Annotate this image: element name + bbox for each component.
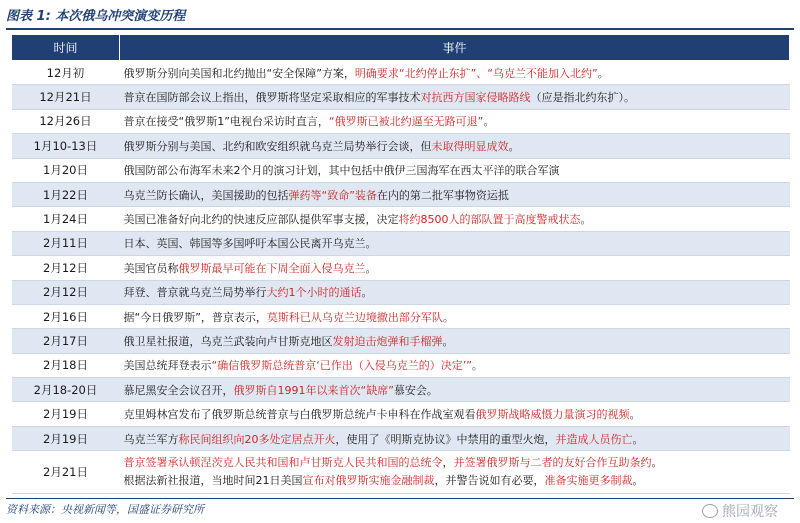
event-text: 俄罗斯分别向美国和北约抛出“安全保障”方案， xyxy=(123,66,355,80)
event-text: 美国官员称 xyxy=(123,261,179,275)
highlight-text: 未取得明显成效 xyxy=(431,139,509,153)
event-text: ，使用了《明斯克协议》中禁用的重型火炮， xyxy=(335,432,556,446)
event-description xyxy=(120,207,790,231)
events-table xyxy=(11,34,790,494)
event-description xyxy=(120,329,790,353)
event-description xyxy=(120,85,790,109)
event-date: 1月10-13日 xyxy=(12,134,120,158)
event-date: 12月26日 xyxy=(12,109,120,133)
watermark-text: 熊园观察 xyxy=(722,504,778,520)
event-text: 。 xyxy=(597,66,609,80)
table-header-row xyxy=(12,35,790,61)
table-row xyxy=(12,61,790,85)
wechat-icon xyxy=(702,504,718,518)
event-description xyxy=(120,182,790,206)
event-text: 。 xyxy=(580,213,592,227)
event-text: 。 xyxy=(508,139,520,153)
event-text: 在内的第二批军事物资运抵 xyxy=(376,188,509,202)
title-rule xyxy=(6,28,794,30)
event-text: （应是指北约东扩）。 xyxy=(530,91,635,105)
highlight-text: 莫斯科已从乌克兰边境撤出部分军队 xyxy=(266,310,443,324)
event-text: ， xyxy=(442,456,454,470)
highlight-text: 弹药等“致命”装备 xyxy=(288,188,377,202)
event-text: 。 xyxy=(471,359,483,373)
event-description xyxy=(120,109,790,133)
event-description xyxy=(120,426,790,450)
highlight-text: 俄罗斯自1991年以来首次“缺席” xyxy=(233,383,394,397)
table-row xyxy=(12,134,790,158)
highlight-text: 大约1个小时的通话 xyxy=(266,286,362,300)
event-date: 12月初 xyxy=(12,61,120,85)
event-text: 。 xyxy=(483,115,495,129)
event-text: ，并警告说如有必要， xyxy=(434,474,545,488)
event-description xyxy=(120,231,790,255)
event-description xyxy=(120,451,790,494)
event-text: 根据法新社报道，当地时间21日美国 xyxy=(123,474,303,488)
event-date: 2月18-20日 xyxy=(12,378,120,402)
event-description xyxy=(120,353,790,377)
event-date: 12月21日 xyxy=(12,85,120,109)
event-text: 俄罗斯分别与美国、北约和欧安组织就乌克兰局势举行会谈，但 xyxy=(123,139,432,153)
event-description xyxy=(120,378,790,402)
highlight-text: “确信俄罗斯总统普京‘已作出（入侵乌克兰的）决定’” xyxy=(211,359,472,373)
highlight-text: 对抗西方国家侵略路线 xyxy=(420,91,531,105)
event-text: 慕尼黑安全会议召开， xyxy=(123,383,234,397)
event-text: 。 xyxy=(632,474,644,488)
table-row xyxy=(12,451,790,494)
event-text: 普京在接受“俄罗斯1”电视台采访时直言， xyxy=(123,115,329,129)
event-date: 2月11日 xyxy=(12,231,120,255)
event-date: 1月20日 xyxy=(12,158,120,182)
header-event: 事件 xyxy=(120,35,790,61)
event-text: 俄卫星社报道，乌克兰武装向卢甘斯克地区 xyxy=(123,334,333,348)
event-text: 乌克兰防长确认，美国援助的包括 xyxy=(123,188,289,202)
source-rule xyxy=(6,498,794,499)
highlight-text: 俄罗斯战略威慑力量演习的视频 xyxy=(475,408,630,422)
table-row xyxy=(12,402,790,426)
event-text: 普京在国防部会议上指出，俄罗斯将坚定采取相应的军事技术 xyxy=(123,91,421,105)
event-description xyxy=(120,280,790,304)
event-text: 乌克兰军方 xyxy=(123,432,179,446)
table-row xyxy=(12,207,790,231)
event-text: 。 xyxy=(365,261,377,275)
event-text: 克里姆林宫发布了俄罗斯总统普京与白俄罗斯总统卢卡申科在作战室观看 xyxy=(123,408,476,422)
table-body xyxy=(12,61,790,494)
figure-title: 图表 1: 本次俄乌冲突演变历程 xyxy=(6,9,186,24)
table-row xyxy=(12,304,790,328)
event-text: 俄国防部公布海军未来2个月的演习计划，其中包括中俄伊三国海军在西太平洋的联合军演 xyxy=(123,164,560,178)
event-description xyxy=(120,256,790,280)
highlight-text: 发射迫击炮弹和手榴弹 xyxy=(332,334,443,348)
source-note: 资料来源：央视新闻等，国盛证券研究所 xyxy=(6,503,204,516)
event-date: 2月16日 xyxy=(12,304,120,328)
highlight-text: 明确要求“北约停止东扩”、“乌克兰不能加入北约” xyxy=(354,66,598,80)
event-text: 日本、英国、韩国等多国呼吁本国公民离开乌克兰。 xyxy=(123,237,377,251)
event-text: 。 xyxy=(361,286,373,300)
event-text: 。 xyxy=(651,456,663,470)
event-date: 2月19日 xyxy=(12,426,120,450)
table-row xyxy=(12,85,790,109)
table-row xyxy=(12,256,790,280)
event-date: 2月12日 xyxy=(12,280,120,304)
event-text: 慕安会。 xyxy=(393,383,438,397)
table-row xyxy=(12,280,790,304)
event-text: 拜登、普京就乌克兰局势举行 xyxy=(123,286,267,300)
highlight-text: 俄罗斯最早可能在下周全面入侵乌克兰 xyxy=(178,261,366,275)
event-date: 2月12日 xyxy=(12,256,120,280)
watermark xyxy=(702,501,778,521)
highlight-text: “俄罗斯已被北约逼至无路可退” xyxy=(328,115,484,129)
highlight-text: 并造成人员伤亡 xyxy=(555,432,633,446)
event-text: 。 xyxy=(442,310,454,324)
event-date: 1月24日 xyxy=(12,207,120,231)
event-date: 2月18日 xyxy=(12,353,120,377)
highlight-text: 并签署俄罗斯与二者的友好合作互助条约 xyxy=(453,456,652,470)
event-text: 。 xyxy=(632,432,644,446)
event-date: 2月17日 xyxy=(12,329,120,353)
event-text: 。 xyxy=(629,408,641,422)
table-row xyxy=(12,378,790,402)
event-description xyxy=(120,158,790,182)
highlight-text: 称民间组织向20多处定居点开火 xyxy=(178,432,336,446)
event-date: 1月22日 xyxy=(12,182,120,206)
event-text: 据“今日俄罗斯”，普京表示， xyxy=(123,310,267,324)
event-date: 2月21日 xyxy=(12,451,120,494)
highlight-text: 准备实施更多制裁 xyxy=(544,474,633,488)
event-date: 2月19日 xyxy=(12,402,120,426)
event-description xyxy=(120,402,790,426)
table-row xyxy=(12,158,790,182)
highlight-text: 宣布对俄罗斯实施金融制裁 xyxy=(302,474,435,488)
event-description xyxy=(120,304,790,328)
event-description xyxy=(120,134,790,158)
event-line xyxy=(124,472,786,490)
table-row xyxy=(12,353,790,377)
table-row xyxy=(12,182,790,206)
table-row xyxy=(12,329,790,353)
event-line xyxy=(124,454,786,472)
highlight-text: 将约8500人的部队置于高度警戒状态 xyxy=(398,213,581,227)
header-time: 时间 xyxy=(12,35,120,61)
table-row xyxy=(12,231,790,255)
event-text: 。 xyxy=(442,334,454,348)
table-row xyxy=(12,426,790,450)
highlight-text: 普京签署承认顿涅茨克人民共和国和卢甘斯克人民共和国的总统令 xyxy=(123,456,443,470)
event-description xyxy=(120,61,790,85)
table-row xyxy=(12,109,790,133)
event-text: 美国总统拜登表示 xyxy=(123,359,212,373)
event-text: 美国已准备好向北约的快速反应部队提供军事支援，决定 xyxy=(123,213,399,227)
